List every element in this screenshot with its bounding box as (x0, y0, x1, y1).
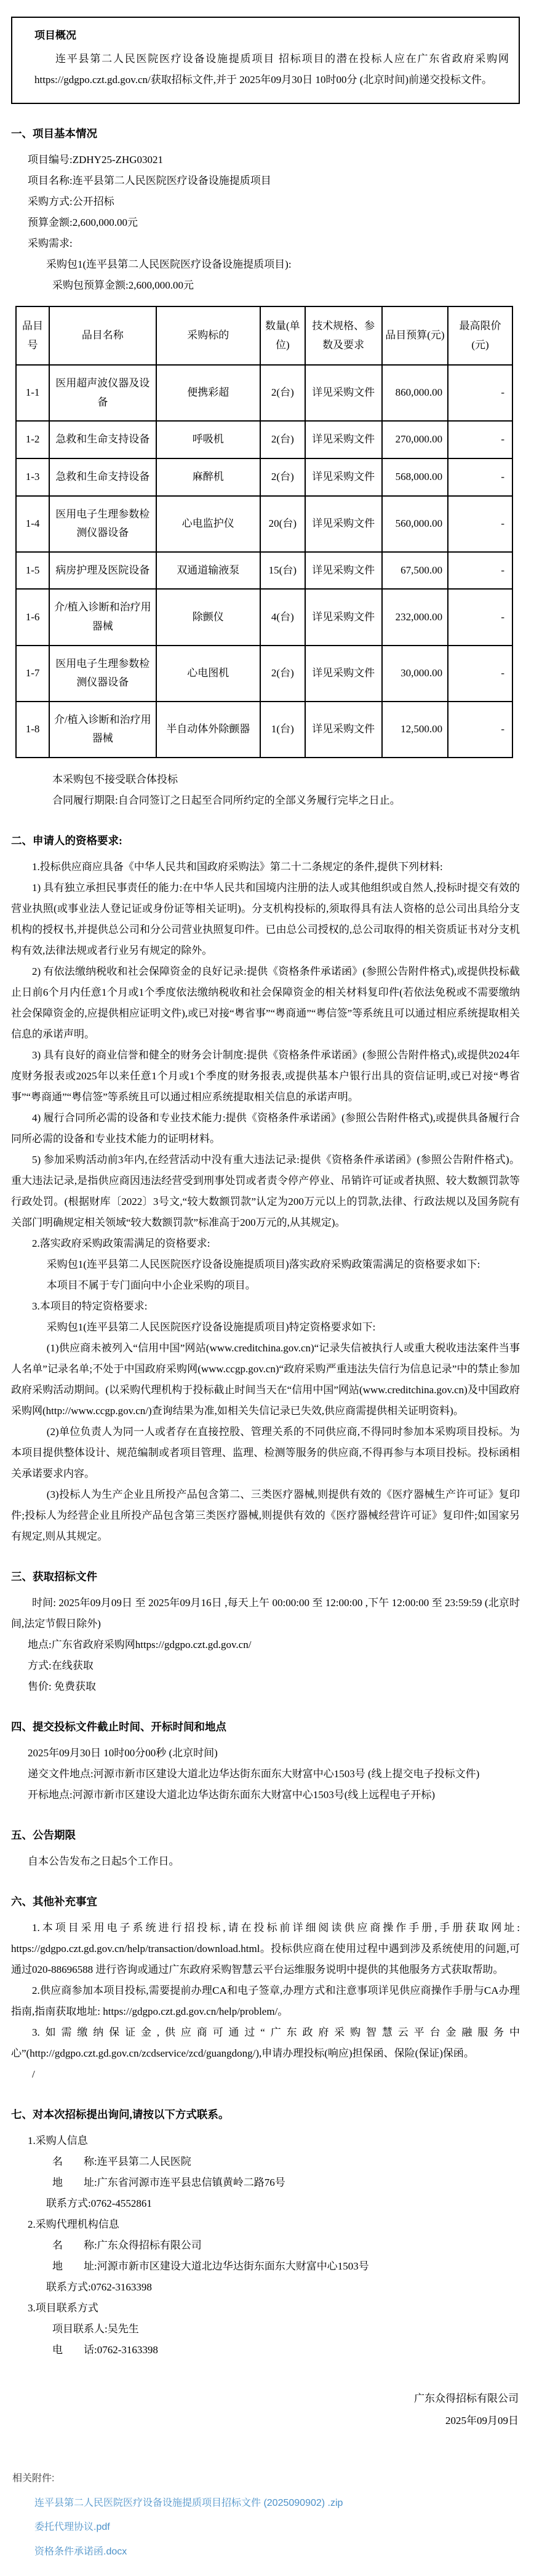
obtain-time: 时间: 2025年09月09日 至 2025年09月16日 ,每天上午 00:00:00 至 12:00:00 ,下午 12:00:00 至 23:59:59 (北京时间,法定节假日除外) (11, 1596, 520, 1630)
field-demand-label: 采购需求: (28, 238, 73, 249)
cell-quantity: 2(台) (260, 458, 305, 496)
cell-budget: 232,000.00 (382, 589, 448, 645)
col-header-item-name: 品目名称 (49, 306, 156, 365)
qualification-p1-2: 2) 有依法缴纳税收和社会保障资金的良好记录:提供《资格条件承诺函》(参照公告附件格式),或提供投标截止日前6个月内任意1个月或1个季度依法缴纳税收和社会保障资金的相关材料复印件(若依法免税或不需要缴纳社会保障资金的,应提供相应证明文件),或已对接“粤省事”“粤商通”“粤信签”等系统且可以通过相应系统提取相关信息的承诺声明。 (11, 965, 520, 1040)
field-project-name: 项目名称:连平县第二人民医院医疗设备设施提质项目 (28, 175, 271, 186)
cell-budget: 67,500.00 (382, 552, 448, 590)
cell-subject: 除颤仪 (156, 589, 260, 645)
cell-subject: 心电图机 (156, 646, 260, 702)
table-row (16, 589, 512, 645)
cell-spec: 详见采购文件 (305, 365, 382, 421)
qualification-p1-5: 5) 参加采购活动前3年内,在经营活动中没有重大违法记录:提供《资格条件承诺函》(参照公告附件格式)。重大违法记录,是指供应商因违法经营受到刑事处罚或者责令停产停业、吊销许可证或者执照、较大数额罚款等行政处罚。(根据财库〔2022〕3号文,“较大数额罚款”认定为200万元以上的罚款,法律、行政法规以及国务院有关部门明确规定相关领域“较大数额罚款”标准高于200万元的,从其规定)。 (11, 1153, 520, 1228)
cell-budget: 12,500.00 (382, 702, 448, 758)
cell-quantity: 2(台) (260, 365, 305, 421)
attachment-link-docx[interactable]: 资格条件承诺函.docx (34, 2546, 127, 2558)
cell-budget: 568,000.00 (382, 458, 448, 496)
overview-body: 连平县第二人民医院医疗设备设施提质项目 招标项目的潜在投标人应在广东省政府采购网https://gdgpo.czt.gd.gov.cn/获取招标文件,并于 2025年09月30日 10时00分 (北京时间)前递交投标文件。 (34, 53, 509, 86)
table-row (16, 365, 512, 421)
cell-max-price: - (448, 365, 512, 421)
cell-item-name: 急救和生命支持设备 (49, 421, 156, 458)
field-package-line: 采购包1(连平县第二人民医院医疗设备设施提质项目): (46, 258, 292, 270)
table-row (16, 552, 512, 590)
section-deadline-heading: 四、提交投标文件截止时间、开标时间和地点 (11, 1720, 226, 1733)
project-overview-box (11, 17, 520, 104)
cell-item-no: 1-5 (16, 552, 49, 590)
deadline-submit-place: 递交文件地点:河源市新市区建设大道北边华达街东面东大财富中心1503号 (线上提交电子投标文件) (28, 1767, 480, 1780)
section-basic-heading: 一、项目基本情况 (11, 127, 97, 140)
cell-subject: 呼吸机 (156, 421, 260, 458)
agent-info-title: 2.采购代理机构信息 (28, 2218, 119, 2230)
section-contact-heading: 七、对本次招标提出询问,请按以下方式联系。 (11, 2108, 229, 2121)
supplement-p4: / (32, 2068, 35, 2080)
cell-quantity: 15(台) (260, 552, 305, 590)
cell-subject: 心电监护仪 (156, 496, 260, 552)
obtain-price: 售价: 免费获取 (28, 1680, 96, 1692)
field-budget: 预算金额:2,600,000.00元 (28, 217, 138, 228)
cell-item-no: 1-2 (16, 421, 49, 458)
cell-budget: 560,000.00 (382, 496, 448, 552)
cell-item-no: 1-3 (16, 458, 49, 496)
field-project-no: 项目编号:ZDHY25-ZHG03021 (28, 154, 164, 166)
signature-block (11, 2388, 520, 2431)
cell-spec: 详见采购文件 (305, 458, 382, 496)
cell-spec: 详见采购文件 (305, 496, 382, 552)
cell-spec: 详见采购文件 (305, 421, 382, 458)
supplement-p2: 2.供应商参加本项目投标,需要提前办理CA和电子签章,办理方式和注意事项详见供应商操作手册与CA办理指南,指南获取地址: https://gdgpo.czt.gd.gov.cn/help/problem/。 (11, 1984, 520, 2017)
col-header-item-no: 品目号 (16, 306, 49, 365)
attachment-link-zip[interactable]: 连平县第二人民医院医疗设备设施提质项目招标文件 (2025090902) .zip (34, 2497, 343, 2508)
col-header-subject: 采购标的 (156, 306, 260, 365)
qualification-p2-2: 本项目不属于专门面向中小企业采购的项目。 (46, 1279, 256, 1291)
buyer-info-title: 1.采购人信息 (28, 2134, 88, 2146)
deadline-time: 2025年09月30日 10时00分00秒 (北京时间) (28, 1746, 218, 1759)
cell-max-price: - (448, 552, 512, 590)
cell-budget: 270,000.00 (382, 421, 448, 458)
cell-quantity: 2(台) (260, 421, 305, 458)
project-contact-phone: 电 话:0762-3163398 (52, 2343, 158, 2356)
qualification-p3-1: 采购包1(连平县第二人民医院医疗设备设施提质项目)特定资格要求如下: (46, 1321, 376, 1333)
cell-budget: 860,000.00 (382, 365, 448, 421)
cell-spec: 详见采购文件 (305, 589, 382, 645)
section-notice-period-heading: 五、公告期限 (11, 1828, 76, 1841)
buyer-name: 名 称:连平县第二人民医院 (52, 2155, 191, 2167)
qualification-p1-1: 1) 具有独立承担民事责任的能力:在中华人民共和国境内注册的法人或其他组织或自然人,投标时提交有效的营业执照(或事业法人登记证或身份证等相关证明)。分支机构投标的,须取得具有法人资格的总公司出具给分支机构的授权书,并提供总公司和分公司营业执照复印件。已由总公司授权的,总公司取得的相关资质证书对分支机构有效,法律法规或者行业另有规定的除外。 (11, 881, 520, 956)
qualification-p3-3: (2)单位负责人为同一人或者存在直接控股、管理关系的不同供应商,不得同时参加本采购项目投标。为本项目提供整体设计、规范编制或者项目管理、监理、检测等服务的供应商,不得再参与本项目投标。投标函相关承诺要求内容。 (11, 1425, 520, 1479)
cell-item-no: 1-1 (16, 365, 49, 421)
cell-spec: 详见采购文件 (305, 702, 382, 758)
buyer-phone: 联系方式:0762-4552861 (46, 2197, 152, 2209)
cell-quantity: 2(台) (260, 646, 305, 702)
cell-item-no: 1-6 (16, 589, 49, 645)
qualification-p3-2: (1)供应商未被列入“信用中国”网站(www.creditchina.gov.cn)“记录失信被执行人或重大税收违法案件当事人名单”记录名单;不处于中国政府采购网(www.ccgp.gov.cn)“政府采购严重违法失信行为信息记录”中的禁止参加政府采购活动期间。(以采购代理机构于投标截止时间当天在“信用中国”网站(www.creditchina.gov.cn)及中国政府采购网(http://www.ccgp.gov.cn/)查询结果为准,如相关失信记录已失效,供应商需提供相关证明资料)。 (11, 1342, 520, 1417)
supplement-p3: 3.如需缴纳保证金,供应商可通过“广东政府采购智慧云平台金融服务中心”(http://gdgpo.czt.gd.gov.cn/zcdservice/zcd/guangdong/),申请办理投标(响应)担保函、保险(保证)保函。 (11, 2026, 520, 2059)
project-contact-title: 3.项目联系方式 (28, 2302, 98, 2314)
field-method: 采购方式:公开招标 (28, 196, 114, 207)
col-header-max-price: 最高限价(元) (448, 306, 512, 365)
attachments-section (0, 2471, 542, 2575)
attachments-label: 相关附件: (12, 2473, 55, 2484)
cell-subject: 半自动体外除颤器 (156, 702, 260, 758)
cell-item-name: 医用电子生理参数检测仪器设备 (49, 496, 156, 552)
table-row (16, 496, 512, 552)
table-row (16, 458, 512, 496)
attachment-link-pdf[interactable]: 委托代理协议.pdf (34, 2522, 110, 2533)
buyer-address: 地 址:广东省河源市连平县忠信镇黄岭二路76号 (52, 2176, 285, 2188)
cell-item-no: 1-8 (16, 702, 49, 758)
qualification-p1: 1.投标供应商应具备《中华人民共和国政府采购法》第二十二条规定的条件,提供下列材料: (32, 860, 443, 873)
cell-subject: 便携彩超 (156, 365, 260, 421)
cell-quantity: 4(台) (260, 589, 305, 645)
agent-phone: 联系方式:0762-3163398 (46, 2281, 152, 2293)
table-header-row (16, 306, 512, 365)
cell-max-price: - (448, 646, 512, 702)
col-header-budget: 品目预算(元) (382, 306, 448, 365)
qualification-p2: 2.落实政府采购政策需满足的资格要求: (32, 1237, 210, 1249)
supplement-p1: 1.本项目采用电子系统进行招投标,请在投标前详细阅读供应商操作手册,手册获取网址: https://gdgpo.czt.gd.gov.cn/help/transaction/download.html。投标供应商在使用过程中遇到涉及系统使用的问题,可通过020-88696588 进行咨询或通过广东政府采购智慧云平台运维服务说明中提供的其他服务方式获取帮助。 (11, 1921, 520, 1975)
cell-subject: 麻醉机 (156, 458, 260, 496)
col-header-quantity: 数量(单位) (260, 306, 305, 365)
cell-quantity: 1(台) (260, 702, 305, 758)
cell-max-price: - (448, 421, 512, 458)
cell-spec: 详见采购文件 (305, 646, 382, 702)
table-row (16, 702, 512, 758)
table-row (16, 646, 512, 702)
cell-item-name: 医用超声波仪器及设备 (49, 365, 156, 421)
signature-company: 广东众得招标有限公司 (414, 2392, 519, 2404)
deadline-open-place: 开标地点:河源市新市区建设大道北边华达街东面东大财富中心1503号(线上远程电子开标) (28, 1788, 436, 1801)
cell-item-name: 介/植入诊断和治疗用器械 (49, 702, 156, 758)
qualification-p1-3: 3) 具有良好的商业信誉和健全的财务会计制度:提供《资格条件承诺函》(参照公告附件格式),或提供2024年度财务报表或2025年以来任意1个月或1个季度的财务报表,或提供基本户银行出具的资信证明,或已对接“粤省事”“粤商通”“粤信签”等系统且可以通过相应系统提取相关信息的承诺声明。 (11, 1049, 520, 1103)
no-consortium-note: 本采购包不接受联合体投标 (52, 773, 178, 785)
cell-item-no: 1-7 (16, 646, 49, 702)
project-contact-person: 项目联系人:吴先生 (52, 2322, 139, 2335)
col-header-spec: 技术规格、参数及要求 (305, 306, 382, 365)
cell-max-price: - (448, 496, 512, 552)
cell-spec: 详见采购文件 (305, 552, 382, 590)
cell-item-name: 医用电子生理参数检测仪器设备 (49, 646, 156, 702)
qualification-p3: 3.本项目的特定资格要求: (32, 1300, 148, 1312)
items-table (15, 306, 513, 758)
cell-subject: 双通道输液泵 (156, 552, 260, 590)
cell-item-name: 病房护理及医院设备 (49, 552, 156, 590)
notice-period-body: 自本公告发布之日起5个工作日。 (28, 1855, 180, 1867)
cell-item-no: 1-4 (16, 496, 49, 552)
obtain-method: 方式:在线获取 (28, 1659, 94, 1671)
cell-max-price: - (448, 589, 512, 645)
section-supplement-heading: 六、其他补充事宜 (11, 1895, 97, 1908)
section-qualification-heading: 二、申请人的资格要求: (11, 834, 122, 847)
cell-item-name: 急救和生命支持设备 (49, 458, 156, 496)
agent-name: 名 称:广东众得招标有限公司 (52, 2239, 202, 2251)
cell-item-name: 介/植入诊断和治疗用器械 (49, 589, 156, 645)
table-row (16, 421, 512, 458)
qualification-p3-4: (3)投标人为生产企业且所投产品包含第二、三类医疗器械,则提供有效的《医疗器械生产许可证》复印件;投标人为经营企业且所投产品包含第三类医疗器械,则提供有效的《医疗器械经营许可证》复印件;如国家另有规定,则从其规定。 (11, 1488, 520, 1542)
cell-budget: 30,000.00 (382, 646, 448, 702)
field-package-budget: 采购包预算金额:2,600,000.00元 (52, 279, 194, 291)
qualification-p2-1: 采购包1(连平县第二人民医院医疗设备设施提质项目)落实政府采购政策需满足的资格要求如下: (46, 1258, 480, 1270)
qualification-p1-4: 4) 履行合同所必需的设备和专业技术能力:提供《资格条件承诺函》(参照公告附件格式),或提供具备履行合同所必需的设备和专业技术能力的证明材料。 (11, 1111, 520, 1145)
agent-address: 地 址:河源市新市区建设大道北边华达街东面东大财富中心1503号 (52, 2260, 369, 2272)
cell-max-price: - (448, 702, 512, 758)
obtain-place: 地点:广东省政府采购网https://gdgpo.czt.gd.gov.cn/ (28, 1638, 252, 1650)
signature-date: 2025年09月09日 (445, 2414, 519, 2426)
cell-quantity: 20(台) (260, 496, 305, 552)
cell-max-price: - (448, 458, 512, 496)
overview-title: 项目概况 (34, 30, 76, 41)
contract-term: 合同履行期限:自合同签订之日起至合同所约定的全部义务履行完毕之日止。 (52, 794, 401, 806)
section-obtain-heading: 三、获取招标文件 (11, 1570, 97, 1583)
